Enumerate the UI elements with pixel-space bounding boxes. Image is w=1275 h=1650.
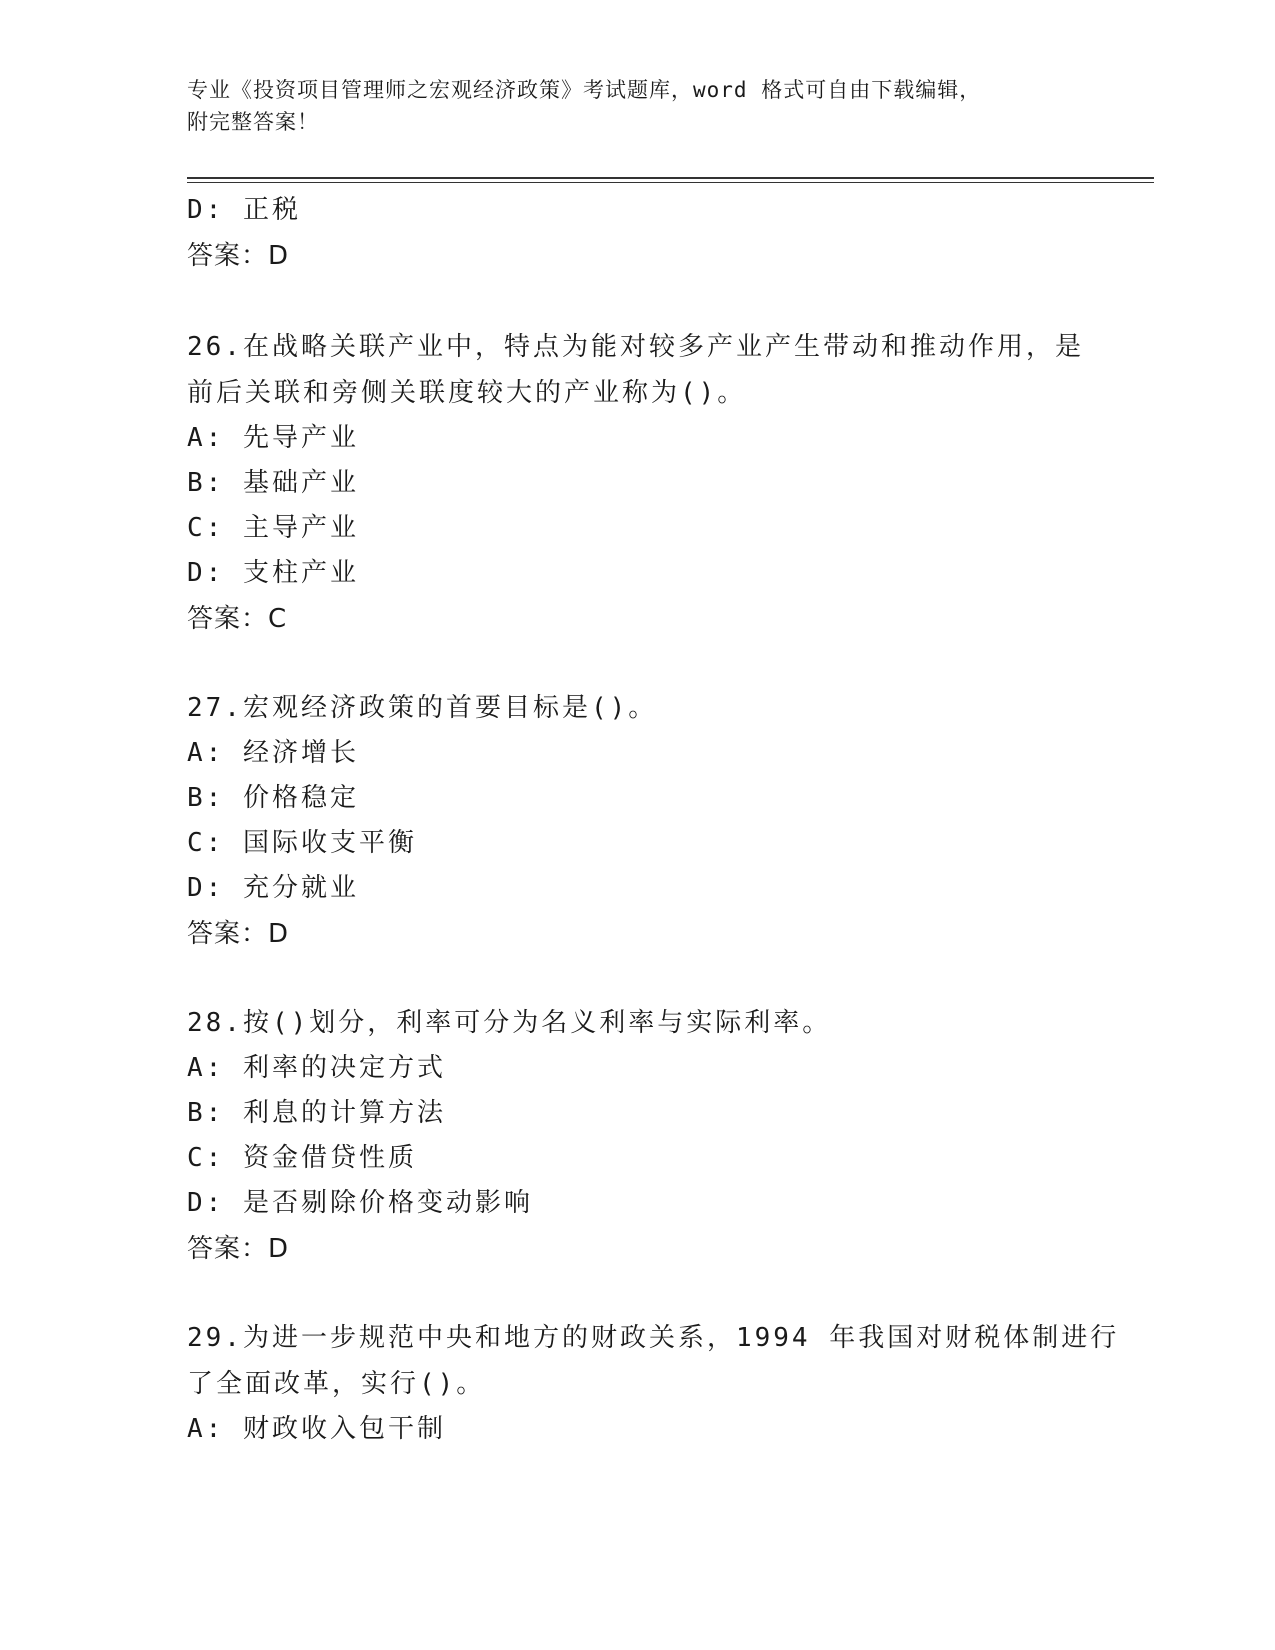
question-stem-line-2: 前后关联和旁侧关联度较大的产业称为()。 — [187, 378, 747, 408]
option-d: D: 正税 — [187, 195, 301, 225]
option-a: A: 经济增长 — [187, 738, 359, 768]
header-divider-thin — [187, 182, 1154, 183]
option-a: A: 先导产业 — [187, 423, 359, 453]
answer: 答案：C — [187, 604, 288, 634]
answer: 答案：D — [187, 241, 290, 271]
question-26 — [187, 324, 1087, 642]
option-b: B: 利息的计算方法 — [187, 1098, 446, 1128]
answer: 答案：D — [187, 919, 290, 949]
option-b: B: 基础产业 — [187, 468, 359, 498]
question-29 — [187, 1315, 1120, 1452]
header-line-1: 专业《投资项目管理师之宏观经济政策》考试题库，word 格式可自由下载编辑， — [187, 78, 982, 102]
question-stem-line-1: 29.为进一步规范中央和地方的财政关系，1994 年我国对财税体制进行 — [187, 1323, 1120, 1353]
question-stem-line-1: 27.宏观经济政策的首要目标是()。 — [187, 693, 658, 723]
option-d: D: 支柱产业 — [187, 558, 359, 588]
question-25-tail — [187, 188, 1087, 279]
option-d: D: 充分就业 — [187, 873, 359, 903]
header-line-2: 附完整答案！ — [187, 110, 319, 134]
question-stem-line-2: 了全面改革，实行()。 — [187, 1369, 486, 1399]
option-c: C: 主导产业 — [187, 513, 359, 543]
question-28 — [187, 1000, 1087, 1272]
option-c: C: 资金借贷性质 — [187, 1143, 417, 1173]
option-a: A: 财政收入包干制 — [187, 1414, 446, 1444]
page-header — [187, 74, 1087, 138]
option-c: C: 国际收支平衡 — [187, 828, 417, 858]
header-divider — [187, 177, 1154, 179]
question-27 — [187, 685, 1087, 957]
option-b: B: 价格稳定 — [187, 783, 359, 813]
answer: 答案：D — [187, 1234, 290, 1264]
question-stem-line-1: 26.在战略关联产业中，特点为能对较多产业产生带动和推动作用，是 — [187, 332, 1084, 362]
option-d: D: 是否剔除价格变动影响 — [187, 1188, 533, 1218]
question-stem-line-1: 28.按()划分，利率可分为名义利率与实际利率。 — [187, 1008, 832, 1038]
option-a: A: 利率的决定方式 — [187, 1053, 446, 1083]
question-list — [187, 188, 1120, 1452]
